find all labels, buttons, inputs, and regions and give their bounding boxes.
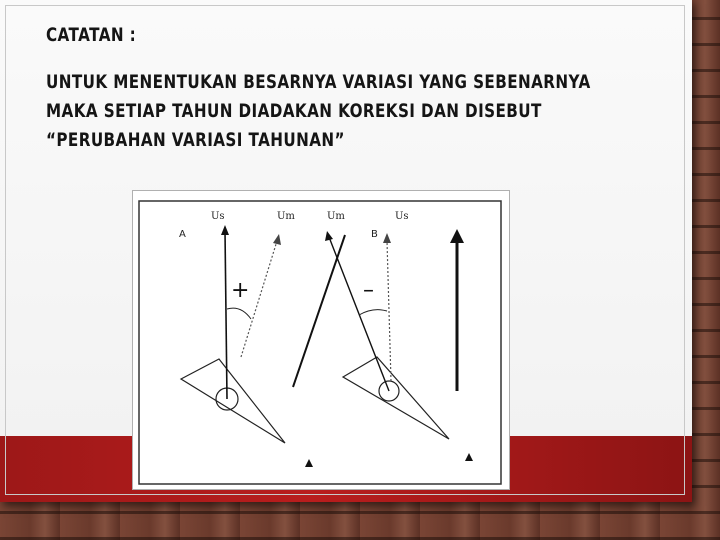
panel-b-magnetic-north-arrowhead: [325, 231, 333, 241]
body-line-2: MAKA SETIAP TAHUN DIADAKAN KOREKSI DAN DISEBUT: [46, 100, 542, 122]
slide-body: [46, 68, 654, 155]
panel-a-label: A: [179, 229, 186, 240]
panel-b-true-north-line: [387, 241, 391, 381]
diagram-inner-frame: [139, 201, 501, 484]
panel-b-label: B: [371, 229, 378, 240]
panel-b-true-north-arrowhead: [383, 233, 391, 243]
body-line-1: UNTUK MENENTUKAN BESARNYA VARIASI YANG SEBENARNYA: [46, 71, 591, 93]
panel-a-true-north-arrowhead: [221, 225, 229, 235]
panel-b-true-north-label: Us: [395, 211, 409, 222]
panel-b-magnetic-north-label: Um: [327, 211, 345, 222]
panel-a-magnetic-north-label: Um: [277, 211, 295, 222]
panel-a-true-north-line: [225, 231, 227, 399]
panel-a-angle-arc: [227, 308, 251, 319]
bottom-marker-right: [465, 453, 473, 461]
diagram-svg: [133, 191, 511, 491]
panel-a-true-north-label: Us: [211, 211, 225, 222]
panel-a-magnetic-north-arrowhead: [273, 234, 281, 245]
panel-a-sign: +: [231, 278, 250, 303]
slide-heading: CATATAN :: [46, 24, 137, 46]
panel-b-sign: –: [363, 278, 374, 303]
variation-diagram: [132, 190, 510, 490]
panel-b-angle-arc: [359, 310, 387, 315]
right-north-arrowhead: [450, 229, 464, 243]
panel-a-compass-body: [181, 359, 285, 443]
body-line-3: “PERUBAHAN VARIASI TAHUNAN”: [46, 129, 345, 151]
bottom-marker-left: [305, 459, 313, 467]
